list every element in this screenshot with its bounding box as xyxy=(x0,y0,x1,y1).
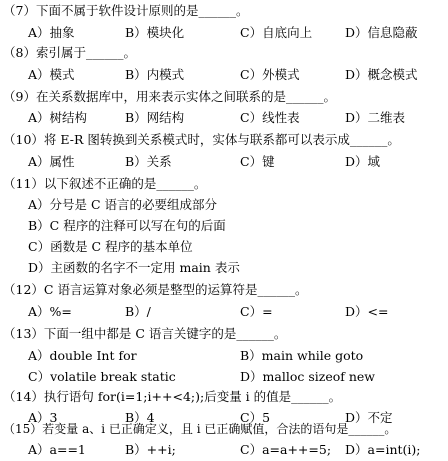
question-11-option-a: A）分号是 C 语言的必要组成部分 xyxy=(28,197,218,212)
option-a: A）a==1 xyxy=(28,442,86,457)
question-14-stem: （14）执行语句 for(i=1;i++<4;);后变量 i 的值是______。 xyxy=(3,389,342,404)
question-13-options-row1 xyxy=(0,345,448,367)
option-a: A）树结构 xyxy=(28,110,88,125)
option-b: B）模块化 xyxy=(125,25,185,40)
option-d: D）不定 xyxy=(345,410,393,425)
question-11-option-c: C）函数是 C 程序的基本单位 xyxy=(28,239,193,254)
option-b: B）main while goto xyxy=(240,348,364,363)
question-11-stem: （11）以下叙述不正确的是______。 xyxy=(3,176,207,191)
question-10-stem: （10）将 E-R 图转换到关系模式时，实体与联系都可以表示成______。 xyxy=(3,132,400,147)
option-c: C）键 xyxy=(240,154,275,169)
question-13-options-row2 xyxy=(0,366,448,388)
option-d: D）malloc sizeof new xyxy=(240,369,375,384)
option-a: A）3 xyxy=(28,410,58,425)
option-a: A）抽象 xyxy=(28,25,75,40)
option-a: A）double Int for xyxy=(28,348,137,363)
option-c: C）volatile break static xyxy=(28,369,176,384)
question-11-option-d: D）主函数的名字不一定用 main 表示 xyxy=(28,260,240,275)
question-9-options xyxy=(0,107,448,129)
option-c: C）自底向上 xyxy=(240,25,313,40)
option-d: D）域 xyxy=(345,154,381,169)
option-c: C）5 xyxy=(240,410,271,425)
question-9-stem: （9）在关系数据库中，用来表示实体之间联系的是______。 xyxy=(3,89,336,104)
option-c: C）线性表 xyxy=(240,110,300,125)
option-b: B）关系 xyxy=(125,154,172,169)
question-12-options xyxy=(0,301,448,323)
option-b: B）/ xyxy=(125,304,151,319)
option-b: B）4 xyxy=(125,410,155,425)
question-8-options xyxy=(0,64,448,86)
question-7-options xyxy=(0,22,448,44)
option-d: D）概念模式 xyxy=(345,67,418,82)
option-a: A）%= xyxy=(28,304,72,319)
question-13-stem: （13）下面一组中都是 C 语言关键字的是______。 xyxy=(3,326,287,341)
option-c: C）a=a++=5; xyxy=(240,442,332,457)
option-b: B）++i; xyxy=(125,442,176,457)
question-11-option-b: B）C 程序的注释可以写在句的后面 xyxy=(28,218,226,233)
question-8-stem: （8）索引属于______。 xyxy=(3,45,136,60)
question-15-stem: （15）若变量 a、i 已正确定义，且 i 已正确赋值，合法的语句是______。 xyxy=(3,422,397,436)
option-b: B）网结构 xyxy=(125,110,185,125)
option-a: A）属性 xyxy=(28,154,75,169)
option-c: C）外模式 xyxy=(240,67,300,82)
option-d: D）<= xyxy=(345,304,389,319)
option-d: D）二维表 xyxy=(345,110,406,125)
option-d: D）信息隐蔽 xyxy=(345,25,418,40)
option-b: B）内模式 xyxy=(125,67,185,82)
question-10-options xyxy=(0,151,448,173)
question-7-stem: （7）下面不属于软件设计原则的是______。 xyxy=(3,3,249,18)
option-a: A）模式 xyxy=(28,67,75,82)
option-c: C）= xyxy=(240,304,273,319)
question-15-options xyxy=(0,439,448,461)
option-d: D）a=int(i); xyxy=(345,442,421,457)
question-12-stem: （12）C 语言运算对象必须是整型的运算符是______。 xyxy=(3,282,308,297)
